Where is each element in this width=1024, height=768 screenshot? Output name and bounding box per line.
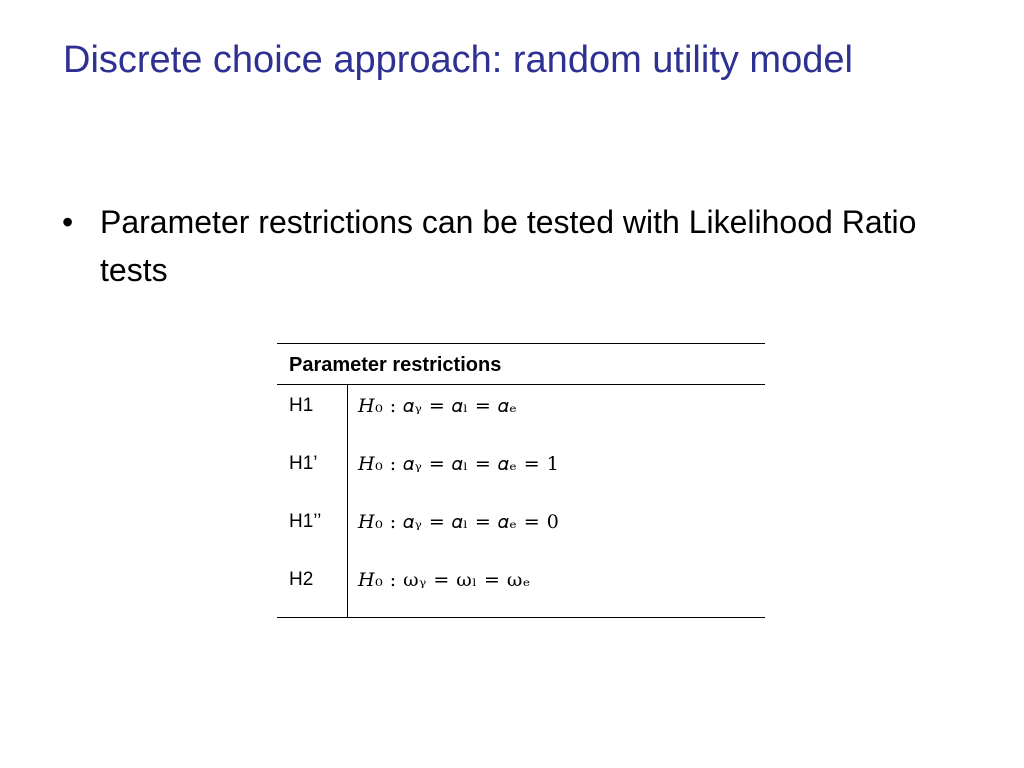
bullet-item bbox=[62, 198, 962, 294]
row-label: H1’’ bbox=[277, 501, 348, 559]
row-label: H1 bbox=[277, 385, 348, 444]
slide-title: Discrete choice approach: random utility model bbox=[63, 39, 853, 81]
table-row bbox=[277, 385, 765, 444]
row-formula bbox=[348, 559, 766, 618]
restrictions-table-container bbox=[277, 343, 765, 618]
formula-text: 𝐻₀ : ωᵧ = ωₗ = ωₑ bbox=[358, 569, 531, 591]
bullet-list bbox=[62, 198, 962, 294]
row-formula bbox=[348, 443, 766, 501]
restrictions-table bbox=[277, 343, 765, 618]
table-row bbox=[277, 559, 765, 618]
table-row bbox=[277, 443, 765, 501]
row-formula bbox=[348, 385, 766, 444]
formula-text: 𝐻₀ : 𝛼ᵧ = 𝛼ₗ = 𝛼ₑ bbox=[358, 395, 518, 417]
formula-text: 𝐻₀ : 𝛼ᵧ = 𝛼ₗ = 𝛼ₑ = 0 bbox=[358, 511, 560, 533]
formula-text: 𝐻₀ : 𝛼ᵧ = 𝛼ₗ = 𝛼ₑ = 1 bbox=[358, 453, 560, 475]
table-header-row bbox=[277, 344, 765, 385]
table-row bbox=[277, 501, 765, 559]
row-label: H1’ bbox=[277, 443, 348, 501]
row-formula bbox=[348, 501, 766, 559]
bullet-marker: • bbox=[62, 204, 74, 240]
bullet-text: Parameter restrictions can be tested with Likelihood Ratio tests bbox=[100, 204, 917, 288]
row-label: H2 bbox=[277, 559, 348, 618]
table-header: Parameter restrictions bbox=[277, 344, 765, 385]
